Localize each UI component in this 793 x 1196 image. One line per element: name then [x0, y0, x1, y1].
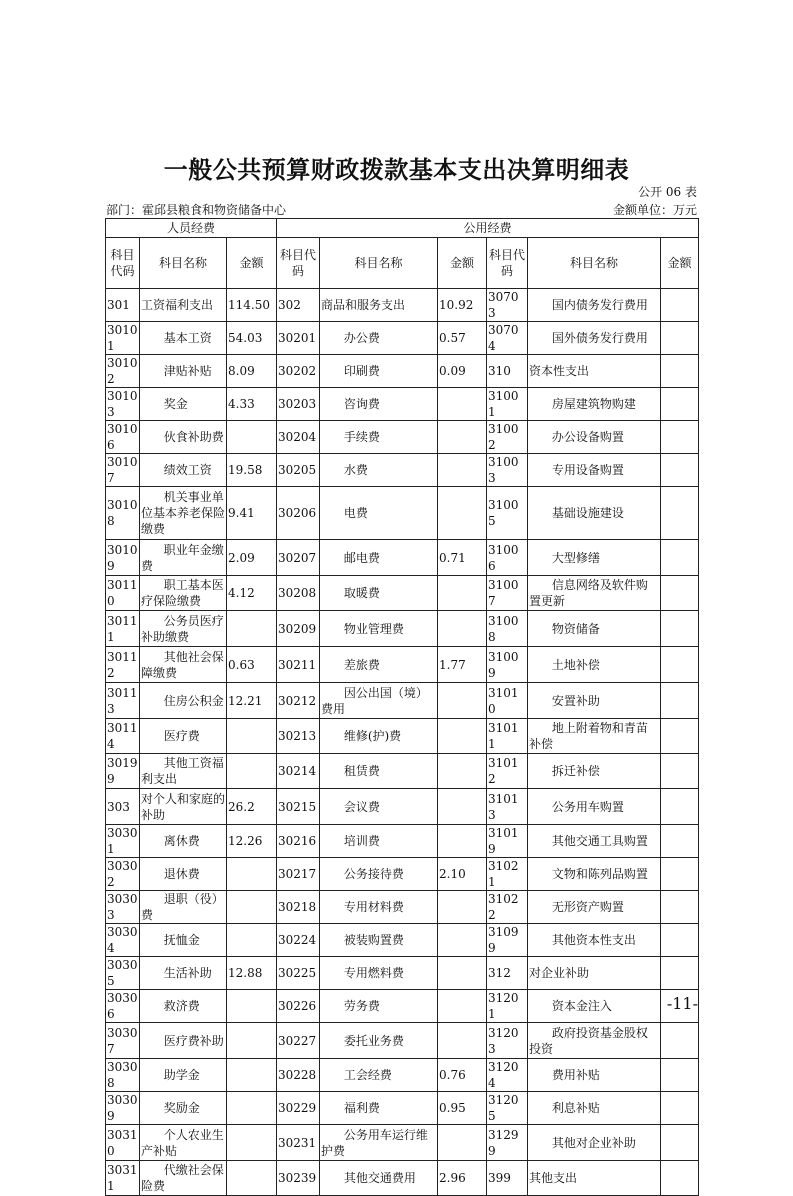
- table-row: [106, 957, 699, 990]
- code-cell: 31019: [487, 825, 528, 858]
- amount-cell: 12.21: [227, 683, 277, 719]
- amount-cell: [227, 1023, 277, 1059]
- amount-cell: 0.71: [438, 540, 487, 576]
- amount-cell: [227, 858, 277, 891]
- amount-cell: [438, 957, 487, 990]
- amount-cell: [438, 576, 487, 611]
- code-cell: 31205: [487, 1092, 528, 1125]
- code-cell: 30114: [106, 719, 140, 754]
- code-cell: 31022: [487, 891, 528, 924]
- name-cell: 文物和陈列品购置: [528, 858, 661, 891]
- amount-cell: [438, 454, 487, 487]
- amount-cell: [438, 487, 487, 540]
- code-cell: 31003: [487, 454, 528, 487]
- code-cell: 31204: [487, 1059, 528, 1092]
- name-cell: 退休费: [140, 858, 227, 891]
- code-cell: 30301: [107, 826, 138, 856]
- amount-cell: [661, 576, 699, 611]
- name-cell: 退职（役）费: [140, 891, 227, 924]
- code-cell: 30216: [277, 825, 320, 858]
- code-cell: 30201: [277, 322, 320, 355]
- table-row: [106, 647, 699, 683]
- code-cell: 31009: [487, 647, 528, 683]
- code-cell: 31005: [487, 487, 528, 540]
- code-cell: 31001: [487, 388, 528, 421]
- amount-cell: [661, 388, 699, 421]
- amount-cell: 9.41: [227, 487, 277, 540]
- name-cell: 其他交通工具购置: [528, 825, 661, 858]
- section-public: 公用经费: [277, 219, 699, 238]
- code-cell: 30239: [277, 1161, 320, 1196]
- code-cell: 30218: [277, 891, 320, 924]
- name-cell: 助学金: [140, 1059, 227, 1092]
- section-header-row: [106, 219, 699, 238]
- amount-cell: 114.50: [227, 289, 277, 322]
- name-cell: 土地补偿: [528, 647, 661, 683]
- amount-cell: [227, 1161, 277, 1196]
- amount-cell: 1.77: [438, 647, 487, 683]
- amount-cell: 19.58: [227, 454, 277, 487]
- amount-cell: [661, 1161, 699, 1196]
- name-cell: 商品和服务支出: [320, 289, 438, 322]
- code-cell: 31201: [487, 990, 528, 1023]
- code-cell: 30108: [106, 487, 140, 540]
- code-cell: 31013: [487, 789, 528, 825]
- section-personnel: 人员经费: [106, 219, 277, 238]
- name-cell: 无形资产购置: [528, 891, 661, 924]
- header-name: 科目名称: [528, 238, 661, 289]
- code-cell: 30310: [106, 1125, 140, 1161]
- code-cell: 399: [487, 1161, 528, 1196]
- name-cell: 医疗费: [140, 719, 227, 754]
- code-cell: 30113: [106, 683, 140, 719]
- amount-cell: 0.09: [438, 355, 487, 388]
- name-cell: 机关事业单位基本养老保险缴费: [140, 487, 227, 540]
- amount-cell: [661, 924, 699, 957]
- name-cell: 工资福利支出: [140, 289, 227, 322]
- name-cell: 费用补贴: [528, 1059, 661, 1092]
- name-cell: 对个人和家庭的补助: [140, 789, 227, 825]
- name-cell: 公务员医疗补助缴费: [140, 611, 227, 647]
- amount-cell: 4.33: [227, 388, 277, 421]
- table-row: [106, 540, 699, 576]
- amount-cell: [438, 754, 487, 789]
- name-cell: 安置补助: [528, 683, 661, 719]
- table-row: [106, 421, 699, 454]
- name-cell: 奖励金: [140, 1092, 227, 1125]
- table-row: [106, 487, 699, 540]
- amount-cell: [661, 789, 699, 825]
- amount-cell: [661, 355, 699, 388]
- code-cell: 310: [487, 355, 528, 388]
- name-cell: 绩效工资: [140, 454, 227, 487]
- amount-unit-label: 金额单位：万元: [612, 203, 697, 217]
- code-cell: 30225: [277, 957, 320, 990]
- amount-cell: [661, 421, 699, 454]
- table-row: [106, 754, 699, 789]
- code-cell: 30311: [106, 1161, 140, 1196]
- header-code: 科目代码: [106, 238, 140, 289]
- code-cell: 30224: [277, 924, 320, 957]
- amount-cell: [438, 891, 487, 924]
- amount-cell: [661, 825, 699, 858]
- name-cell: 专用燃料费: [320, 957, 438, 990]
- amount-cell: [438, 789, 487, 825]
- name-cell: 因公出国（境）费用: [320, 683, 438, 719]
- name-cell: 手续费: [320, 421, 438, 454]
- amount-cell: 4.12: [227, 576, 277, 611]
- amount-cell: 54.03: [227, 322, 277, 355]
- name-cell: 其他对企业补助: [528, 1125, 661, 1161]
- name-cell: 物资储备: [528, 611, 661, 647]
- name-cell: 培训费: [320, 825, 438, 858]
- name-cell: 邮电费: [320, 540, 438, 576]
- amount-cell: [661, 719, 699, 754]
- form-number: 公开 06 表: [638, 185, 697, 199]
- amount-cell: [661, 754, 699, 789]
- amount-cell: 2.96: [438, 1161, 487, 1196]
- name-cell: 资本金注入: [528, 990, 661, 1023]
- name-cell: 职业年金缴费: [140, 540, 227, 576]
- amount-cell: 2.09: [227, 540, 277, 576]
- code-cell: 30305: [107, 958, 138, 988]
- code-cell: 30207: [277, 540, 320, 576]
- amount-cell: 0.76: [438, 1059, 487, 1092]
- name-cell: 专用设备购置: [528, 454, 661, 487]
- code-cell: 30110: [106, 576, 140, 611]
- amount-cell: [661, 957, 699, 990]
- name-cell: 抚恤金: [140, 924, 227, 957]
- table-row: [106, 1023, 699, 1059]
- code-cell: 30111: [106, 611, 140, 647]
- name-cell: 办公设备购置: [528, 421, 661, 454]
- amount-cell: [661, 1125, 699, 1161]
- code-cell: 30307: [106, 1023, 140, 1059]
- header-amount: 金额: [227, 238, 277, 289]
- name-cell: 津贴补贴: [140, 355, 227, 388]
- amount-cell: 0.95: [438, 1092, 487, 1125]
- amount-cell: [661, 1092, 699, 1125]
- table-row: [106, 289, 699, 322]
- header-code: 科目代 码: [277, 238, 320, 289]
- name-cell: 被装购置费: [320, 924, 438, 957]
- name-cell: 印刷费: [320, 355, 438, 388]
- code-cell: 30112: [106, 647, 140, 683]
- code-cell: 30229: [277, 1092, 320, 1125]
- name-cell: 办公费: [320, 322, 438, 355]
- name-cell: 代缴社会保险费: [140, 1161, 227, 1196]
- code-cell: 31299: [487, 1125, 528, 1161]
- amount-cell: [227, 1125, 277, 1161]
- name-cell: 公务用车运行维护费: [320, 1125, 438, 1161]
- name-cell: 其他资本性支出: [528, 924, 661, 957]
- amount-cell: [438, 611, 487, 647]
- amount-cell: [661, 611, 699, 647]
- table-row: [106, 611, 699, 647]
- amount-cell: [661, 487, 699, 540]
- code-cell: 31012: [487, 754, 528, 789]
- amount-cell: [661, 1023, 699, 1059]
- amount-cell: 2.10: [438, 858, 487, 891]
- code-cell: 30106: [107, 422, 138, 452]
- code-cell: 30202: [277, 355, 320, 388]
- name-cell: 资本性支出: [528, 355, 661, 388]
- name-cell: 公务接待费: [320, 858, 438, 891]
- amount-cell: [438, 825, 487, 858]
- name-cell: 个人农业生产补贴: [140, 1125, 227, 1161]
- code-cell: 301: [106, 289, 140, 322]
- code-cell: 31002: [487, 421, 528, 454]
- table-row: [106, 683, 699, 719]
- amount-cell: [661, 858, 699, 891]
- code-cell: 312: [487, 957, 528, 990]
- amount-cell: [227, 754, 277, 789]
- name-cell: 基础设施建设: [528, 487, 661, 540]
- name-cell: 大型修缮: [528, 540, 661, 576]
- code-cell: 30231: [277, 1125, 320, 1161]
- amount-cell: 0.57: [438, 322, 487, 355]
- amount-cell: [227, 891, 277, 924]
- name-cell: 地上附着物和青苗补偿: [528, 719, 661, 754]
- code-cell: 30208: [277, 576, 320, 611]
- name-cell: 维修(护)费: [320, 719, 438, 754]
- column-header-row: [106, 238, 699, 289]
- name-cell: 租赁费: [320, 754, 438, 789]
- code-cell: 30226: [277, 990, 320, 1023]
- code-cell: 30703: [487, 289, 528, 322]
- code-cell: 30215: [277, 789, 320, 825]
- amount-cell: [438, 719, 487, 754]
- name-cell: 伙食补助费: [140, 421, 227, 454]
- name-cell: 其他工资福利支出: [140, 754, 227, 789]
- header-amount: 金额: [661, 238, 699, 289]
- amount-cell: [227, 719, 277, 754]
- amount-cell: [438, 1023, 487, 1059]
- code-cell: 30304: [107, 925, 138, 955]
- code-cell: 30101: [107, 323, 138, 353]
- code-cell: 30203: [277, 388, 320, 421]
- name-cell: 国内债务发行费用: [528, 289, 661, 322]
- code-cell: 30228: [277, 1059, 320, 1092]
- code-cell: 31010: [487, 683, 528, 719]
- table-row: [106, 990, 699, 1023]
- name-cell: 拆迁补偿: [528, 754, 661, 789]
- code-cell: 30204: [277, 421, 320, 454]
- page-number: -11-: [666, 994, 698, 1013]
- code-cell: 30309: [107, 1093, 138, 1123]
- amount-cell: [227, 1059, 277, 1092]
- table-row: [106, 891, 699, 924]
- amount-cell: [438, 924, 487, 957]
- name-cell: 其他交通费用: [320, 1161, 438, 1196]
- amount-cell: 0.63: [227, 647, 277, 683]
- name-cell: 其他支出: [528, 1161, 661, 1196]
- name-cell: 离休费: [140, 825, 227, 858]
- name-cell: 水费: [320, 454, 438, 487]
- code-cell: 31011: [487, 719, 528, 754]
- name-cell: 职工基本医疗保险缴费: [140, 576, 227, 611]
- amount-cell: [227, 421, 277, 454]
- name-cell: 取暖费: [320, 576, 438, 611]
- code-cell: 30107: [107, 455, 138, 485]
- table-row: [106, 789, 699, 825]
- name-cell: 国外债务发行费用: [528, 322, 661, 355]
- code-cell: 30103: [107, 389, 138, 419]
- amount-cell: [661, 540, 699, 576]
- name-cell: 政府投资基金股权投资: [528, 1023, 661, 1059]
- amount-cell: [438, 683, 487, 719]
- header-name: 科目名称: [320, 238, 438, 289]
- header-code: 科目代码: [487, 238, 528, 289]
- code-cell: 31099: [487, 924, 528, 957]
- name-cell: 奖金: [140, 388, 227, 421]
- code-cell: 30209: [277, 611, 320, 647]
- code-cell: 31021: [487, 858, 528, 891]
- code-cell: 30206: [277, 487, 320, 540]
- name-cell: 房屋建筑物购建: [528, 388, 661, 421]
- name-cell: 救济费: [140, 990, 227, 1023]
- amount-cell: [661, 683, 699, 719]
- department-label: 部门：霍邱县粮食和物资储备中心: [106, 203, 287, 217]
- code-cell: 302: [277, 289, 320, 322]
- amount-cell: [227, 1092, 277, 1125]
- code-cell: 303: [106, 789, 140, 825]
- name-cell: 福利费: [320, 1092, 438, 1125]
- amount-cell: [661, 647, 699, 683]
- table-row: [106, 576, 699, 611]
- code-cell: 31006: [487, 540, 528, 576]
- code-cell: 30303: [107, 892, 138, 922]
- table-row: [106, 454, 699, 487]
- name-cell: 劳务费: [320, 990, 438, 1023]
- code-cell: 30704: [487, 322, 528, 355]
- table-row: [106, 924, 699, 957]
- amount-cell: [438, 421, 487, 454]
- name-cell: 住房公积金: [140, 683, 227, 719]
- amount-cell: [227, 611, 277, 647]
- code-cell: 30306: [107, 991, 138, 1021]
- amount-cell: 12.26: [227, 825, 277, 858]
- table-row: [106, 388, 699, 421]
- table-row: [106, 858, 699, 891]
- name-cell: 专用材料费: [320, 891, 438, 924]
- header-name: 科目名称: [140, 238, 227, 289]
- name-cell: 物业管理费: [320, 611, 438, 647]
- table-row: [106, 719, 699, 754]
- code-cell: 30213: [277, 719, 320, 754]
- amount-cell: [438, 388, 487, 421]
- name-cell: 工会经费: [320, 1059, 438, 1092]
- name-cell: 利息补贴: [528, 1092, 661, 1125]
- amount-cell: [661, 322, 699, 355]
- name-cell: 信息网络及软件购置更新: [528, 576, 661, 611]
- table-row: [106, 1059, 699, 1092]
- table-row: [106, 1125, 699, 1161]
- amount-cell: 12.88: [227, 957, 277, 990]
- name-cell: 其他社会保障缴费: [140, 647, 227, 683]
- name-cell: 委托业务费: [320, 1023, 438, 1059]
- name-cell: 差旅费: [320, 647, 438, 683]
- amount-cell: [661, 289, 699, 322]
- code-cell: 31008: [487, 611, 528, 647]
- amount-cell: [438, 990, 487, 1023]
- header-amount: 金额: [438, 238, 487, 289]
- code-cell: 30308: [107, 1060, 138, 1090]
- amount-cell: [227, 924, 277, 957]
- name-cell: 医疗费补助: [140, 1023, 227, 1059]
- code-cell: 31007: [487, 576, 528, 611]
- name-cell: 会议费: [320, 789, 438, 825]
- table-row: [106, 1161, 699, 1196]
- amount-cell: [661, 891, 699, 924]
- code-cell: 30199: [106, 754, 140, 789]
- amount-cell: [438, 1125, 487, 1161]
- expenditure-table: [105, 218, 699, 1196]
- name-cell: 基本工资: [140, 322, 227, 355]
- amount-cell: 8.09: [227, 355, 277, 388]
- table-row: [106, 1092, 699, 1125]
- table-row: [106, 825, 699, 858]
- code-cell: 30214: [277, 754, 320, 789]
- name-cell: 生活补助: [140, 957, 227, 990]
- code-cell: 30217: [277, 858, 320, 891]
- name-cell: 电费: [320, 487, 438, 540]
- amount-cell: 26.2: [227, 789, 277, 825]
- page-title: 一般公共预算财政拨款基本支出决算明细表: [163, 156, 630, 184]
- code-cell: 30211: [277, 647, 320, 683]
- amount-cell: [661, 454, 699, 487]
- amount-cell: 10.92: [438, 289, 487, 322]
- name-cell: 对企业补助: [528, 957, 661, 990]
- table-row: [106, 322, 699, 355]
- code-cell: 30227: [277, 1023, 320, 1059]
- table-row: [106, 355, 699, 388]
- code-cell: 30212: [277, 683, 320, 719]
- code-cell: 30302: [107, 859, 138, 889]
- code-cell: 30205: [277, 454, 320, 487]
- amount-cell: [661, 1059, 699, 1092]
- name-cell: 公务用车购置: [528, 789, 661, 825]
- name-cell: 咨询费: [320, 388, 438, 421]
- code-cell: 31203: [487, 1023, 528, 1059]
- code-cell: 30102: [107, 356, 138, 386]
- code-cell: 30109: [106, 540, 140, 576]
- amount-cell: [227, 990, 277, 1023]
